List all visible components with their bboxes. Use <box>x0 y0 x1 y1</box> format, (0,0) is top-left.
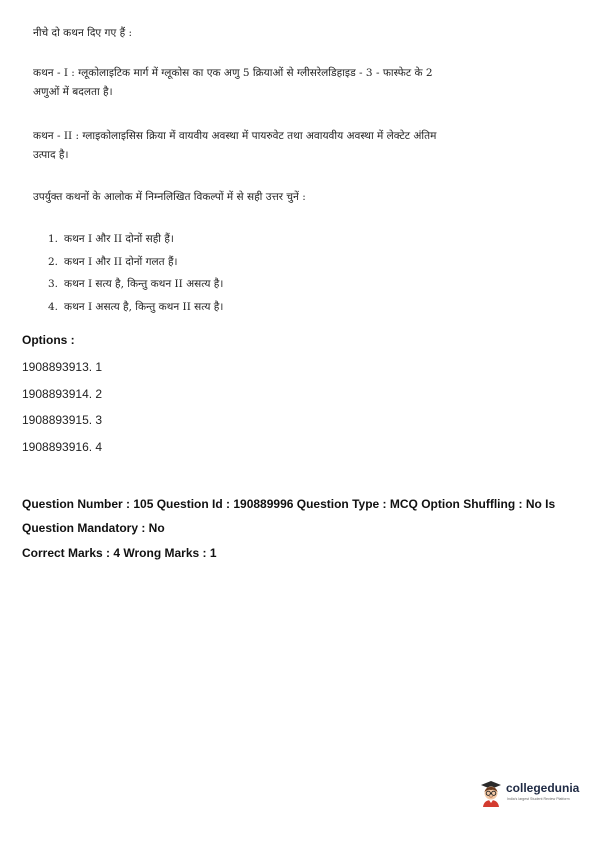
choice-list <box>48 228 223 318</box>
question-meta: Question Number : 105 Question Id : 190889996 Question Type : MCQ Option Shuffling : No Is <box>22 497 556 511</box>
question-instruction: उपर्युक्त कथनों के आलोक में निम्नलिखित विकल्पों में से सही उत्तर चुनें : <box>33 191 306 203</box>
option-row: 1908893915. 3 <box>22 413 103 427</box>
statement-2: कथन - II : ग्लाइकोलाइसिस क्रिया में वायवीय अवस्था में पायरुवेट तथा अवायवीय अवस्था में लेक्टेट अंतिम उत्पाद है। <box>33 130 437 161</box>
logo-tagline: India's largest Student Review Platform <box>507 797 570 801</box>
option-row: 1908893914. 2 <box>22 387 103 401</box>
collegedunia-logo <box>478 778 582 808</box>
choice-item: 2. कथन I और II दोनों गलत हैं। <box>48 255 178 268</box>
student-mascot-icon <box>478 778 504 808</box>
option-row: 1908893916. 4 <box>22 440 103 454</box>
choice-item: 4. कथन I असत्य है, किन्तु कथन II सत्य है। <box>48 300 224 313</box>
options-label: Options : <box>22 333 75 347</box>
question-intro: नीचे दो कथन दिए गए हैं : <box>33 27 133 39</box>
option-row: 1908893913. 1 <box>22 360 103 374</box>
choice-item: 3. कथन I सत्य है, किन्तु कथन II असत्य है। <box>48 278 224 290</box>
question-mandatory: Question Mandatory : No <box>22 521 165 535</box>
choice-item: 1. कथन I और II दोनों सही हैं। <box>48 233 174 245</box>
statement-1: कथन - I : ग्लूकोलाइटिक मार्ग में ग्लूकोस का एक अणु 5 क्रियाओं से ग्लीसरेलडिहाइड - 3 - फास्फेट के 2 अणुओं में बदलता है। <box>33 67 433 98</box>
question-marks: Correct Marks : 4 Wrong Marks : 1 <box>22 546 217 560</box>
logo-wordmark: collegedunia <box>506 781 580 795</box>
